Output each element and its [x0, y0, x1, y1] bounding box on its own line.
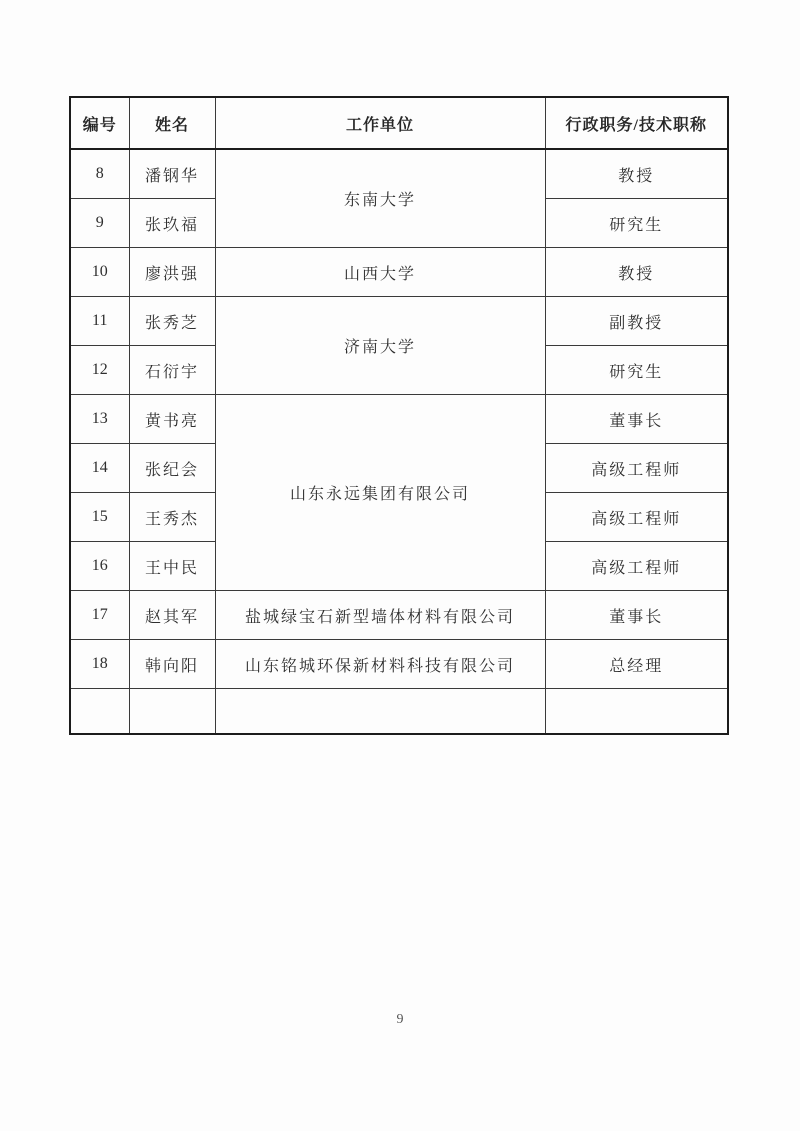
cell-title-15: 高级工程师: [545, 493, 728, 542]
cell-title-9: 研究生: [545, 199, 728, 248]
participants-table: [69, 96, 729, 735]
cell-number-13: 13: [70, 395, 129, 444]
cell-number-9: 9: [70, 199, 129, 248]
empty-cell-name: [129, 689, 215, 735]
cell-title-16: 高级工程师: [545, 542, 728, 591]
header-row: [70, 97, 728, 149]
empty-row: [70, 689, 728, 735]
cell-org-11-12: 济南大学: [215, 297, 545, 395]
cell-title-12: 研究生: [545, 346, 728, 395]
cell-name-16: 王中民: [129, 542, 215, 591]
cell-name-12: 石衍宇: [129, 346, 215, 395]
cell-org-17: 盐城绿宝石新型墙体材料有限公司: [215, 591, 545, 640]
cell-name-8: 潘钢华: [129, 149, 215, 199]
cell-name-14: 张纪会: [129, 444, 215, 493]
cell-title-18: 总经理: [545, 640, 728, 689]
cell-org-10: 山西大学: [215, 248, 545, 297]
table-row: [70, 395, 728, 444]
empty-cell-title: [545, 689, 728, 735]
header-organization: 工作单位: [215, 97, 545, 149]
cell-name-10: 廖洪强: [129, 248, 215, 297]
cell-number-16: 16: [70, 542, 129, 591]
cell-name-13: 黄书亮: [129, 395, 215, 444]
empty-cell-org: [215, 689, 545, 735]
cell-name-9: 张玖福: [129, 199, 215, 248]
table-row: [70, 591, 728, 640]
cell-number-18: 18: [70, 640, 129, 689]
cell-name-11: 张秀芝: [129, 297, 215, 346]
cell-number-15: 15: [70, 493, 129, 542]
cell-name-15: 王秀杰: [129, 493, 215, 542]
cell-number-8: 8: [70, 149, 129, 199]
cell-title-10: 教授: [545, 248, 728, 297]
cell-title-8: 教授: [545, 149, 728, 199]
cell-title-17: 董事长: [545, 591, 728, 640]
empty-cell-number: [70, 689, 129, 735]
cell-number-12: 12: [70, 346, 129, 395]
cell-org-8-9: 东南大学: [215, 149, 545, 248]
cell-number-11: 11: [70, 297, 129, 346]
cell-org-13-16: 山东永远集团有限公司: [215, 395, 545, 591]
cell-name-18: 韩向阳: [129, 640, 215, 689]
table-row: [70, 248, 728, 297]
table-row: [70, 640, 728, 689]
cell-number-10: 10: [70, 248, 129, 297]
cell-name-17: 赵其军: [129, 591, 215, 640]
cell-title-14: 高级工程师: [545, 444, 728, 493]
cell-title-11: 副教授: [545, 297, 728, 346]
header-name: 姓名: [129, 97, 215, 149]
page-number: 9: [396, 1012, 404, 1027]
table-row: [70, 297, 728, 346]
header-number: 编号: [70, 97, 129, 149]
header-title: 行政职务/技术职称: [545, 97, 728, 149]
table-row: [70, 149, 728, 199]
cell-org-18: 山东铭城环保新材料科技有限公司: [215, 640, 545, 689]
cell-number-14: 14: [70, 444, 129, 493]
cell-title-13: 董事长: [545, 395, 728, 444]
cell-number-17: 17: [70, 591, 129, 640]
